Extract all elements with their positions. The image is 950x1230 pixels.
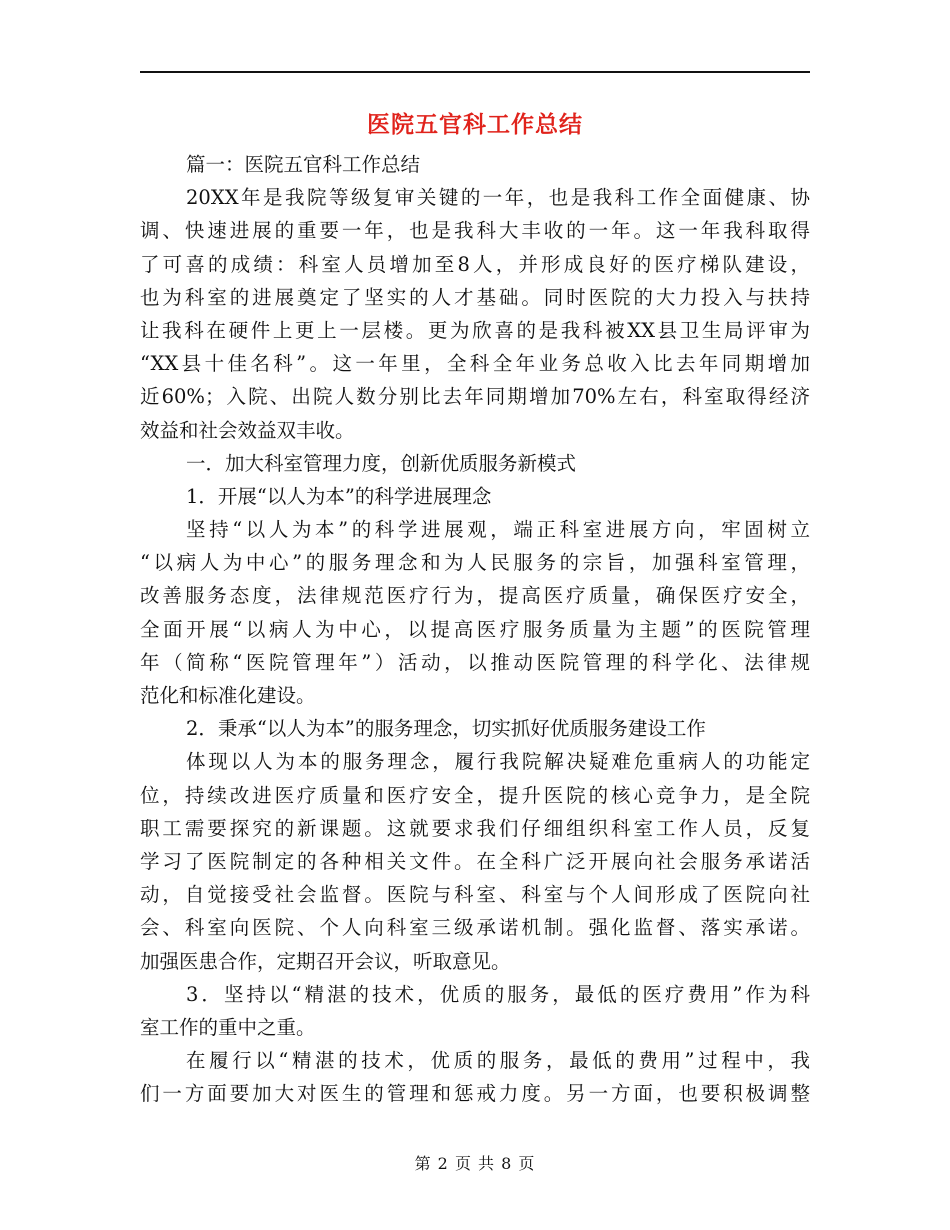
paragraph-line: 室工作的重中之重。 (140, 1015, 316, 1039)
paragraph-line: 职工需要探究的新课题。这就要求我们仔细组织科室工作人员，反复 (140, 816, 810, 840)
paragraph-line: 位，持续改进医疗质量和医疗安全，提升医院的核心竞争力，是全院 (140, 783, 810, 807)
paragraph-line: 坚持“以人为本”的科学进展观，端正科室进展方向，牢固树立 (186, 518, 810, 542)
paragraph-line: 在履行以“精湛的技术，优质的服务，最低的费用”过程中，我 (186, 1049, 810, 1073)
paragraph-line: 让我科在硬件上更上一层楼。更为欣喜的是我科被XX县卫生局评审为 (140, 318, 810, 342)
paragraph-line: 了可喜的成绩：科室人员增加至8人，并形成良好的医疗梯队建设， (140, 252, 810, 276)
paragraph-line: 体现以人为本的服务理念，履行我院解决疑难危重病人的功能定 (186, 750, 810, 774)
page-number: 第 2 页 共 8 页 (414, 1154, 536, 1173)
document-title: 医院五官科工作总结 (367, 111, 583, 138)
paragraph-line: 们一方面要加大对医生的管理和惩戒力度。另一方面，也要积极调整 (140, 1082, 810, 1106)
section-heading: 一．加大科室管理力度，创新优质服务新模式 (186, 451, 577, 475)
paragraph-line: 年（简称“医院管理年”）活动，以推动医院管理的科学化、法律规 (140, 650, 810, 674)
paragraph-line: 改善服务态度，法律规范医疗行为，提高医疗质量，确保医疗安全， (140, 584, 810, 608)
paragraph-line: 调、快速进展的重要一年，也是我科大丰收的一年。这一年我科取得 (140, 219, 810, 243)
paragraph-line: “XX县十佳名科”。这一年里，全科全年业务总收入比去年同期增加 (140, 352, 810, 376)
section-heading: 篇一：医院五官科工作总结 (186, 153, 421, 176)
paragraph-line: 会、科室向医院、个人向科室三级承诺机制。强化监督、落实承诺。 (140, 916, 810, 940)
paragraph-line: 20XX年是我院等级复审关键的一年，也是我科工作全面健康、协 (186, 186, 810, 210)
paragraph-line: 全面开展“以病人为中心，以提高医疗服务质量为主题”的医院管理 (140, 617, 810, 641)
subsection-heading: 1．开展“以人为本”的科学进展理念 (186, 484, 492, 508)
paragraph-line: 近60%；入院、出院人数分别比去年同期增加70%左右，科室取得经济 (140, 385, 810, 409)
paragraph-line: 效益和社会效益双丰收。 (140, 418, 355, 442)
paragraph-line: 范化和标准化建设。 (140, 684, 316, 707)
subsection-heading: 3．坚持以“精湛的技术，优质的服务，最低的医疗费用”作为科 (186, 982, 810, 1006)
paragraph-line: 动，自觉接受社会监督。医院与科室、科室与个人间形成了医院向社 (140, 883, 810, 907)
paragraph-line: 也为科室的进展奠定了坚实的人才基础。同时医院的大力投入与扶持 (140, 285, 810, 309)
paragraph-line: 学习了医院制定的各种相关文件。在全科广泛开展向社会服务承诺活 (140, 849, 810, 873)
document-body (140, 148, 810, 1110)
paragraph-line: 加强医患合作，定期召开会议，听取意见。 (140, 949, 511, 973)
subsection-heading: 2．秉承“以人为本”的服务理念，切实抓好优质服务建设工作 (186, 717, 706, 741)
header-rule (140, 71, 810, 73)
paragraph-line: “以病人为中心”的服务理念和为人民服务的宗旨，加强科室管理， (140, 551, 810, 575)
